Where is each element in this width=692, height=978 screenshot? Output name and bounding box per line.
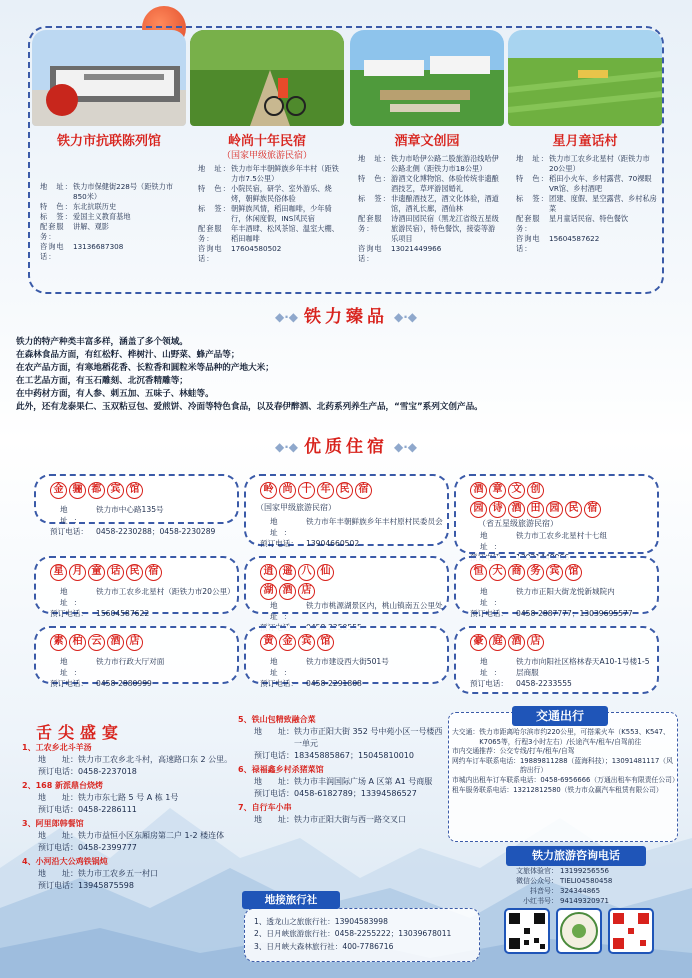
hotel-name: 逍 遥 八 仙 湖 酒 店 — [260, 564, 334, 600]
hotel-card[interactable] — [244, 626, 449, 688]
transport-label: 大交通： — [452, 728, 480, 736]
specialty-heading — [196, 302, 496, 328]
hotel-phone: 15604587622 — [96, 609, 150, 618]
food-phone: 13945875598 — [78, 881, 134, 890]
attractions-panel — [28, 26, 664, 294]
hotel-address: 铁力市桃源湖景区内，桃山镇南五公里处 — [306, 601, 443, 610]
attraction-subtitle: （国家甲级旅游民宿） — [221, 151, 312, 161]
xiaohongshu-qr-code[interactable] — [608, 908, 654, 954]
info-label: 标 签： — [40, 212, 73, 221]
info-label: 特 色： — [198, 184, 231, 193]
ornament-icon: ◆·◆ — [274, 440, 298, 454]
consult-value: 324344865 — [560, 887, 601, 895]
hotel-card[interactable] — [454, 474, 659, 554]
food-name: 3、阿里郎韩餐馆 — [22, 819, 84, 828]
hotel-phone: 0458-2230288；0458-2230289 — [96, 527, 216, 536]
hotel-phone: 13904660502 — [306, 539, 360, 548]
transport-value: 13212812580（铁力市众赢汽车租赁有限公司） — [513, 785, 663, 794]
attraction-card[interactable] — [30, 28, 188, 296]
hotel-card[interactable] — [34, 556, 239, 618]
transport-label: 市城内出租车订车联系电话： — [452, 775, 541, 784]
specialty-line: 在中药材方面，有人参、刺五加、五味子、林蛙等。 — [16, 389, 214, 399]
consult-label: 微信公众号： — [516, 877, 558, 885]
hotel-subtitle: （国家甲级旅游民宿） — [256, 503, 336, 512]
transport-value: 公交专线/打车/租车/自驾 — [499, 747, 575, 756]
info-value: 团建、度假、星空露营、乡村私房菜 — [549, 194, 657, 213]
transport-label: 市内交通推荐： — [452, 747, 500, 756]
hotel-name: 岭 尚 十 年 民 宿 — [260, 482, 372, 499]
hotel-address: 铁力市向阳社区格林春天A10-1号楼1-5层商服 — [516, 657, 650, 677]
hotel-address: 铁力市中心路135号 — [96, 505, 164, 514]
hotel-phone-label: 预订电话： — [260, 539, 298, 548]
food-phone: 0458-2237018 — [78, 767, 137, 776]
ornament-icon: ◆·◆ — [274, 310, 298, 324]
hotel-phone-label: 预订电话： — [50, 527, 88, 536]
museum-photo — [32, 30, 186, 126]
food-addr: 铁力市工农乡五一村口 — [78, 869, 158, 878]
food-name: 7、自行车小串 — [238, 803, 292, 812]
info-value: 铁力市保健街228号（距铁力市850米） — [73, 182, 173, 201]
hotel-phone-label: 预订电话： — [470, 609, 508, 618]
food-addr-label: 地 址： — [254, 727, 294, 736]
info-label: 咨询电话： — [358, 244, 383, 263]
hotel-address-label: 地 址： — [60, 657, 88, 677]
info-label: 特 色： — [516, 174, 549, 183]
agency-title: 地接旅行社 — [242, 891, 340, 909]
hotel-name: 豪 庭 酒 店 — [470, 634, 544, 651]
hotel-phone: 0458-2887777；13039695577 — [516, 609, 633, 618]
hotel-address-label: 地 址： — [60, 505, 88, 525]
info-value: 诗酒田园民宿（黑龙江省级五星级旅游民宿），特色餐饮，接姿等游乐项目 — [391, 214, 499, 243]
food-title: 舌尖盛宴 — [36, 723, 125, 742]
food-item — [238, 714, 444, 762]
consult-value: 94149320971 — [560, 897, 609, 905]
attraction-info — [358, 154, 500, 264]
miniprogram-qr-code[interactable] — [556, 908, 602, 954]
hotel-info — [50, 504, 235, 537]
food-name: 2、168 新派鼎台烧烤 — [22, 781, 104, 790]
info-label: 地 址： — [516, 154, 549, 163]
food-phone: 18345885867；15045810010 — [294, 751, 414, 760]
info-label: 标 签： — [516, 194, 549, 203]
hotel-address-label: 地 址： — [270, 517, 298, 537]
food-item — [22, 818, 242, 854]
food-phone-label: 预订电话： — [254, 789, 294, 798]
info-label: 配套服务： — [358, 214, 383, 233]
hotel-address: 铁力市行政大厅对面 — [96, 657, 165, 666]
hotel-address-label: 地 址： — [480, 531, 508, 551]
hotel-address-label: 地 址： — [270, 657, 298, 677]
info-value: 朝鲜族风情，稻田咖啡，少年骑行，休闲度假，INS风民宿 — [231, 204, 332, 223]
info-value: 铁力市年丰朝鲜族乡年丰村（距铁力市7.5公里） — [231, 164, 339, 183]
hotel-info — [260, 656, 445, 689]
agency-item: 2、日月峡旅游旅行社：0458-2255222；13039678011 — [254, 929, 452, 939]
transport-info — [452, 728, 679, 795]
hotel-name: 酒 章 文 创 园 诗 酒 田 园 民 宿 — [470, 482, 601, 518]
hotel-name: 金 骊 都 宾 馆 — [50, 482, 143, 499]
info-label: 咨询电话： — [516, 234, 541, 253]
transport-label: 租车服务联系电话： — [452, 785, 514, 794]
food-addr: 铁力市正阳大街 352 号中苑小区一号楼西一单元 — [294, 727, 443, 748]
hotel-address: 铁力市年丰朝鲜族乡年丰村原村民委员会 — [306, 517, 443, 526]
hotel-phone-label: 预订电话： — [260, 679, 298, 688]
info-value: 13021449966 — [391, 244, 442, 253]
ornament-icon: ◆·◆ — [394, 440, 418, 454]
info-label: 地 址： — [358, 154, 391, 163]
hotel-address: 铁力市工农乡北星村十七组 — [516, 531, 608, 540]
wechat-qr-code[interactable] — [504, 908, 550, 954]
food-name: 6、禄福鑫乡村杀猪菜馆 — [238, 765, 324, 774]
info-value: 铁力市工农乡北星村（距铁力市20公里） — [549, 154, 650, 173]
food-item — [22, 780, 242, 816]
food-addr-label: 地 址： — [38, 755, 78, 764]
attraction-card[interactable] — [506, 28, 664, 296]
hotel-info — [260, 516, 445, 549]
info-value: 17604580502 — [231, 244, 282, 253]
consult-label: 小红书号： — [523, 897, 558, 905]
info-label: 咨询电话： — [198, 244, 223, 263]
cycling-photo — [190, 30, 344, 126]
info-label: 特 色： — [40, 202, 73, 211]
winery-photo — [350, 30, 504, 126]
hotel-phone-label: 预订电话： — [50, 609, 88, 618]
hotel-name: 恒 大 商 务 宾 馆 — [470, 564, 582, 581]
hotel-address-label: 地 址： — [60, 587, 88, 607]
hotel-name: 素 柏 云 酒 店 — [50, 634, 143, 651]
hotel-info — [50, 656, 235, 689]
transport-value: 铁力市距离哈尔滨市约220公里，可搭乘火车（K553、K547、K7065等，行程3小时左右）/长途汽车/租车/自驾前往 — [479, 728, 670, 746]
food-addr: 铁力市工农乡北斗村，高速路口东 2 公里。 — [78, 755, 233, 764]
attraction-title: 星月童话村 — [552, 134, 618, 149]
food-addr-label: 地 址： — [254, 777, 294, 786]
agency-item: 3、日月峡大森林旅行社：400-7786716 — [254, 941, 394, 951]
food-phone-label: 预订电话： — [254, 751, 294, 760]
lodging-heading — [196, 432, 496, 458]
hotel-phone: 0458-2291808 — [306, 679, 362, 688]
agency-list — [254, 916, 451, 953]
hotel-address-label: 地 址： — [480, 657, 508, 677]
food-addr-label: 地 址： — [254, 815, 294, 824]
agency-item: 1、透龙山之旅旅行社：13904583998 — [254, 917, 388, 926]
food-addr: 铁力市丰润国际广场 A 区第 A1 号商服 — [294, 777, 433, 786]
food-phone-label: 预订电话： — [38, 805, 78, 814]
hotel-phone-label: 预订电话： — [50, 679, 88, 688]
info-value: 非遗酿酒技艺，酒文化体验，酒道馆，酒礼长廊，酒仙林 — [391, 194, 499, 213]
food-name: 1、工农乡北斗羊汤 — [22, 743, 92, 752]
info-value: 15604587622 — [549, 234, 600, 243]
food-phone: 0458-2286111 — [78, 805, 137, 814]
attraction-title: 酒章文创园 — [394, 134, 460, 149]
food-name: 5、铁山包精致融合菜 — [238, 715, 316, 724]
consult-label: 文旅体验官： — [516, 867, 558, 875]
food-phone-label: 预订电话： — [38, 767, 78, 776]
info-label: 特 色： — [358, 174, 391, 183]
food-phone-label: 预订电话： — [38, 881, 78, 890]
info-value: 铁力市哈伊公路二股旅游沿线哈伊公路北侧（距铁力市18公里） — [391, 154, 499, 173]
food-addr: 铁力市正阳大街与西一路交叉口 — [294, 815, 406, 824]
attraction-info — [198, 164, 340, 264]
food-addr-label: 地 址： — [38, 869, 78, 878]
info-value: 爱国主义教育基地 — [73, 212, 131, 221]
attraction-title: 岭尚十年民宿 — [227, 134, 306, 149]
info-label: 配套服务： — [40, 222, 65, 241]
specialty-line: 在工艺品方面，有玉石雕刻、北沉香精雕等； — [16, 376, 188, 386]
consult-label: 抖音号： — [530, 887, 558, 895]
hotel-name: 黄 金 宾 馆 — [260, 634, 334, 651]
transport-value: 0458-6956666（万通出租车有限责任公司） — [540, 775, 679, 784]
food-addr-label: 地 址： — [38, 793, 78, 802]
transport-title: 交通出行 — [512, 706, 608, 726]
attraction-info — [516, 154, 658, 254]
food-addr: 铁力市益恒小区东厢房第二户 1-2 楼连体 — [78, 831, 225, 840]
specialty-line: 在农产品方面，有寒地稻花香、长粒香和圆粒米等品种的产地大米； — [16, 363, 274, 373]
hotel-address-label: 地 址： — [480, 587, 508, 607]
hotel-address: 铁力市建设西大街501号 — [306, 657, 389, 666]
consult-info — [510, 866, 650, 906]
consult-value: TIELI04580458 — [560, 877, 613, 885]
info-value: 游酒文化博物馆、体验传统非遗酿酒技艺，草坪游园婚礼 — [391, 174, 499, 193]
food-list-right — [238, 714, 444, 826]
info-label: 咨询电话： — [40, 242, 65, 261]
food-name: 4、小河沿大公鸡铁锅炖 — [22, 857, 108, 866]
hotel-name: 星 月 童 话 民 宿 — [50, 564, 162, 581]
info-label: 地 址： — [40, 182, 73, 191]
transport-value: 19889811288（蓝海科技）；13091481117（风韵出行） — [519, 756, 673, 775]
hotel-card[interactable] — [34, 626, 239, 688]
hotel-address: 铁力市工农乡北星村（距铁力市20公里） — [96, 587, 235, 596]
attraction-title: 铁力市抗联陈列馆 — [56, 134, 161, 149]
consult-title: 铁力旅游咨询电话 — [506, 846, 646, 866]
hotel-card[interactable] — [454, 556, 659, 618]
specialty-line: 此外，还有龙泰果仁、玉双粘豆包、爱煎饼、冷面等特色食品，以及春伊醉酒、北药系列养生产品，“雪宝”系列文创产品。 — [16, 402, 483, 412]
info-label: 标 签： — [198, 204, 231, 213]
specialty-title: 铁力臻品 — [304, 307, 388, 327]
food-addr: 铁力市东七路 5 号 A 栋 1号 — [78, 793, 179, 802]
village-photo — [508, 30, 662, 126]
food-phone: 0458-2399777 — [78, 843, 137, 852]
hotel-info — [50, 586, 235, 619]
consult-value: 13199256556 — [560, 867, 609, 875]
info-value: 星月童话民宿、特色餐饮 — [549, 214, 629, 223]
info-value: 13136687308 — [73, 242, 124, 251]
hotel-address-label: 地 址： — [270, 601, 298, 621]
hotel-card[interactable] — [454, 626, 659, 694]
qr-code-row — [504, 908, 654, 954]
info-label: 地 址： — [198, 164, 231, 173]
food-addr-label: 地 址： — [38, 831, 78, 840]
food-item — [238, 802, 444, 826]
transport-label: 网约车订车联系电话： — [452, 756, 520, 765]
hotel-phone: 0458-2880999 — [96, 679, 152, 688]
food-phone: 0458-6182789；13394586527 — [294, 789, 417, 798]
info-value: 年丰酒肆、松风茶馆、温室大棚、稻田咖啡 — [231, 224, 339, 243]
specialty-text — [16, 336, 676, 414]
attraction-card[interactable] — [188, 28, 346, 296]
info-value: 稻田小火车、乡村露营、70裸眼VR馆、乡村酒吧 — [549, 174, 652, 193]
info-label: 配套服务： — [198, 224, 223, 243]
food-item — [238, 764, 444, 800]
hotel-card[interactable] — [34, 474, 239, 536]
attraction-info — [40, 182, 182, 262]
food-item — [22, 742, 242, 778]
food-list-left — [22, 742, 242, 892]
info-label: 配套服务： — [516, 214, 541, 233]
hotel-subtitle: （省五星级旅游民宿） — [478, 519, 558, 528]
food-item — [22, 856, 242, 892]
info-value: 讲解、观影 — [73, 222, 109, 231]
hotel-phone-label: 预订电话： — [470, 679, 508, 688]
lodging-title: 优质住宿 — [304, 437, 388, 457]
hotel-phone: 0458-2233555 — [516, 679, 572, 688]
hotel-info — [470, 586, 655, 619]
specialty-line: 铁力的特产种类丰富多样，涵盖了多个领域。 — [16, 337, 188, 347]
hotel-card[interactable] — [244, 474, 449, 546]
hotel-info — [470, 656, 655, 689]
hotel-card[interactable] — [244, 556, 449, 621]
info-label: 标 签： — [358, 194, 391, 203]
ornament-icon: ◆·◆ — [394, 310, 418, 324]
info-value: 东北抗联历史 — [73, 202, 117, 211]
attraction-card[interactable] — [348, 28, 506, 296]
food-phone-label: 预订电话： — [38, 843, 78, 852]
hotel-address: 铁力市正阳大街龙悦新城院内 — [516, 587, 615, 596]
specialty-line: 在森林食品方面，有红松籽、桦树汁、山野菜、蜂产品等； — [16, 350, 240, 360]
info-value: 小院民宿，研学、室外游乐、烧烤，朝鲜族民俗体验 — [231, 184, 332, 203]
